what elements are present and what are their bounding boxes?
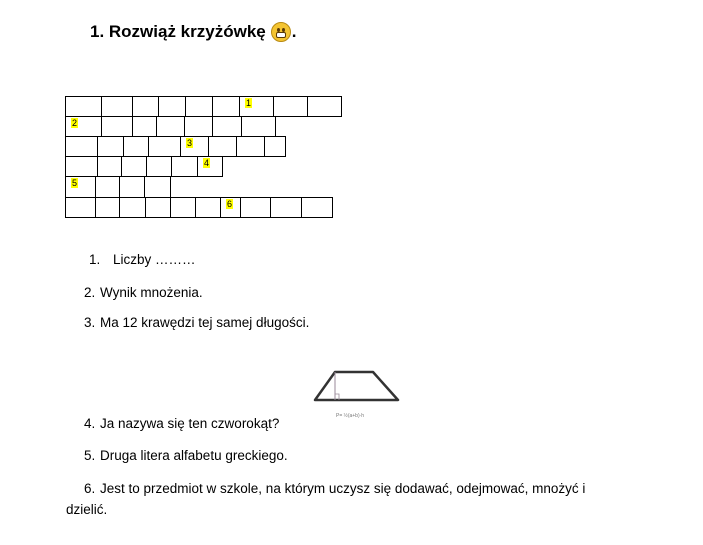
clue-1-number: 1.	[89, 252, 101, 267]
clue-6	[84, 481, 585, 496]
clue-6-number: 6.	[84, 481, 96, 496]
crossword-cell[interactable]	[307, 96, 342, 117]
crossword-cell[interactable]	[270, 197, 302, 218]
clue-2-text: Wynik mnożenia.	[100, 285, 203, 300]
crossword-cell[interactable]	[185, 96, 213, 117]
crossword-cell[interactable]	[95, 176, 120, 198]
crossword-cell[interactable]	[212, 96, 240, 117]
crossword-cell[interactable]	[184, 116, 213, 137]
clue-5	[84, 448, 288, 463]
crossword-cell[interactable]	[212, 116, 242, 137]
clue-6-text: Jest to przedmiot w szkole, na którym uczysz się dodawać, odejmować, mnożyć i	[100, 481, 586, 496]
clue-1	[89, 252, 196, 267]
crossword-cell[interactable]	[146, 156, 172, 177]
clue-5-number: 5.	[84, 448, 96, 463]
crossword-cell[interactable]	[132, 116, 157, 137]
crossword-cell[interactable]	[65, 176, 96, 198]
clue-6-continuation	[66, 502, 107, 517]
clue-2	[84, 285, 203, 300]
exercise-title-text: 1. Rozwiąż krzyżówkę	[90, 22, 266, 41]
crossword-cell[interactable]	[132, 96, 159, 117]
crossword-cell[interactable]	[156, 116, 185, 137]
clue-4-number: 4.	[84, 416, 96, 431]
clue-4	[84, 416, 279, 431]
crossword-cell[interactable]	[97, 136, 124, 157]
crossword-cell[interactable]	[65, 96, 102, 117]
crossword-cell[interactable]	[240, 197, 271, 218]
crossword-cell[interactable]	[236, 136, 265, 157]
crossword-cell[interactable]	[264, 136, 286, 157]
clue-3-number: 3.	[84, 315, 96, 330]
crossword-cell[interactable]	[65, 136, 98, 157]
clue-3	[84, 315, 309, 330]
clue-3-text: Ma 12 krawędzi tej samej długości.	[100, 315, 310, 330]
exercise-title	[90, 22, 296, 42]
crossword-cell[interactable]	[239, 96, 274, 117]
crossword-number-2: 2	[72, 118, 78, 128]
crossword-cell[interactable]	[220, 197, 241, 218]
clue-6-continuation-text: dzielić.	[66, 502, 108, 517]
crossword-cell[interactable]	[121, 156, 147, 177]
crossword-cell[interactable]	[273, 96, 308, 117]
crossword-number-5: 5	[72, 178, 78, 188]
crossword-number-3: 3	[187, 138, 193, 148]
grinning-face-icon	[271, 22, 291, 42]
crossword-cell[interactable]	[180, 136, 209, 157]
crossword-cell[interactable]	[145, 197, 171, 218]
title-period: .	[291, 22, 297, 41]
crossword-cell[interactable]	[65, 156, 98, 177]
crossword-number-4: 4	[204, 158, 210, 168]
clue-5-text: Druga litera alfabetu greckiego.	[100, 448, 288, 463]
crossword-cell[interactable]	[241, 116, 276, 137]
crossword-cell[interactable]	[148, 136, 181, 157]
crossword-cell[interactable]	[208, 136, 237, 157]
crossword-cell[interactable]	[123, 136, 149, 157]
trapezoid-caption: P= ½(a+b)·h	[336, 413, 365, 419]
crossword-cell[interactable]	[195, 197, 221, 218]
crossword-cell[interactable]	[65, 116, 102, 137]
clue-4-text: Ja nazywa się ten czworokąt?	[100, 416, 280, 431]
crossword-cell[interactable]	[65, 197, 96, 218]
clue-1-text: Liczby ………	[113, 252, 196, 267]
crossword-cell[interactable]	[171, 156, 198, 177]
crossword-cell[interactable]	[301, 197, 333, 218]
crossword-cell[interactable]	[101, 96, 133, 117]
crossword-cell[interactable]	[97, 156, 122, 177]
clue-2-number: 2.	[84, 285, 96, 300]
crossword-cell[interactable]	[144, 176, 171, 198]
crossword-cell[interactable]	[158, 96, 186, 117]
crossword-cell[interactable]	[119, 197, 146, 218]
crossword-cell[interactable]	[95, 197, 120, 218]
crossword-cell[interactable]	[119, 176, 145, 198]
crossword-number-6: 6	[227, 199, 233, 209]
crossword-cell[interactable]	[197, 156, 223, 177]
crossword-cell[interactable]	[101, 116, 133, 137]
crossword-cell[interactable]	[170, 197, 196, 218]
crossword-number-1: 1	[246, 98, 252, 108]
